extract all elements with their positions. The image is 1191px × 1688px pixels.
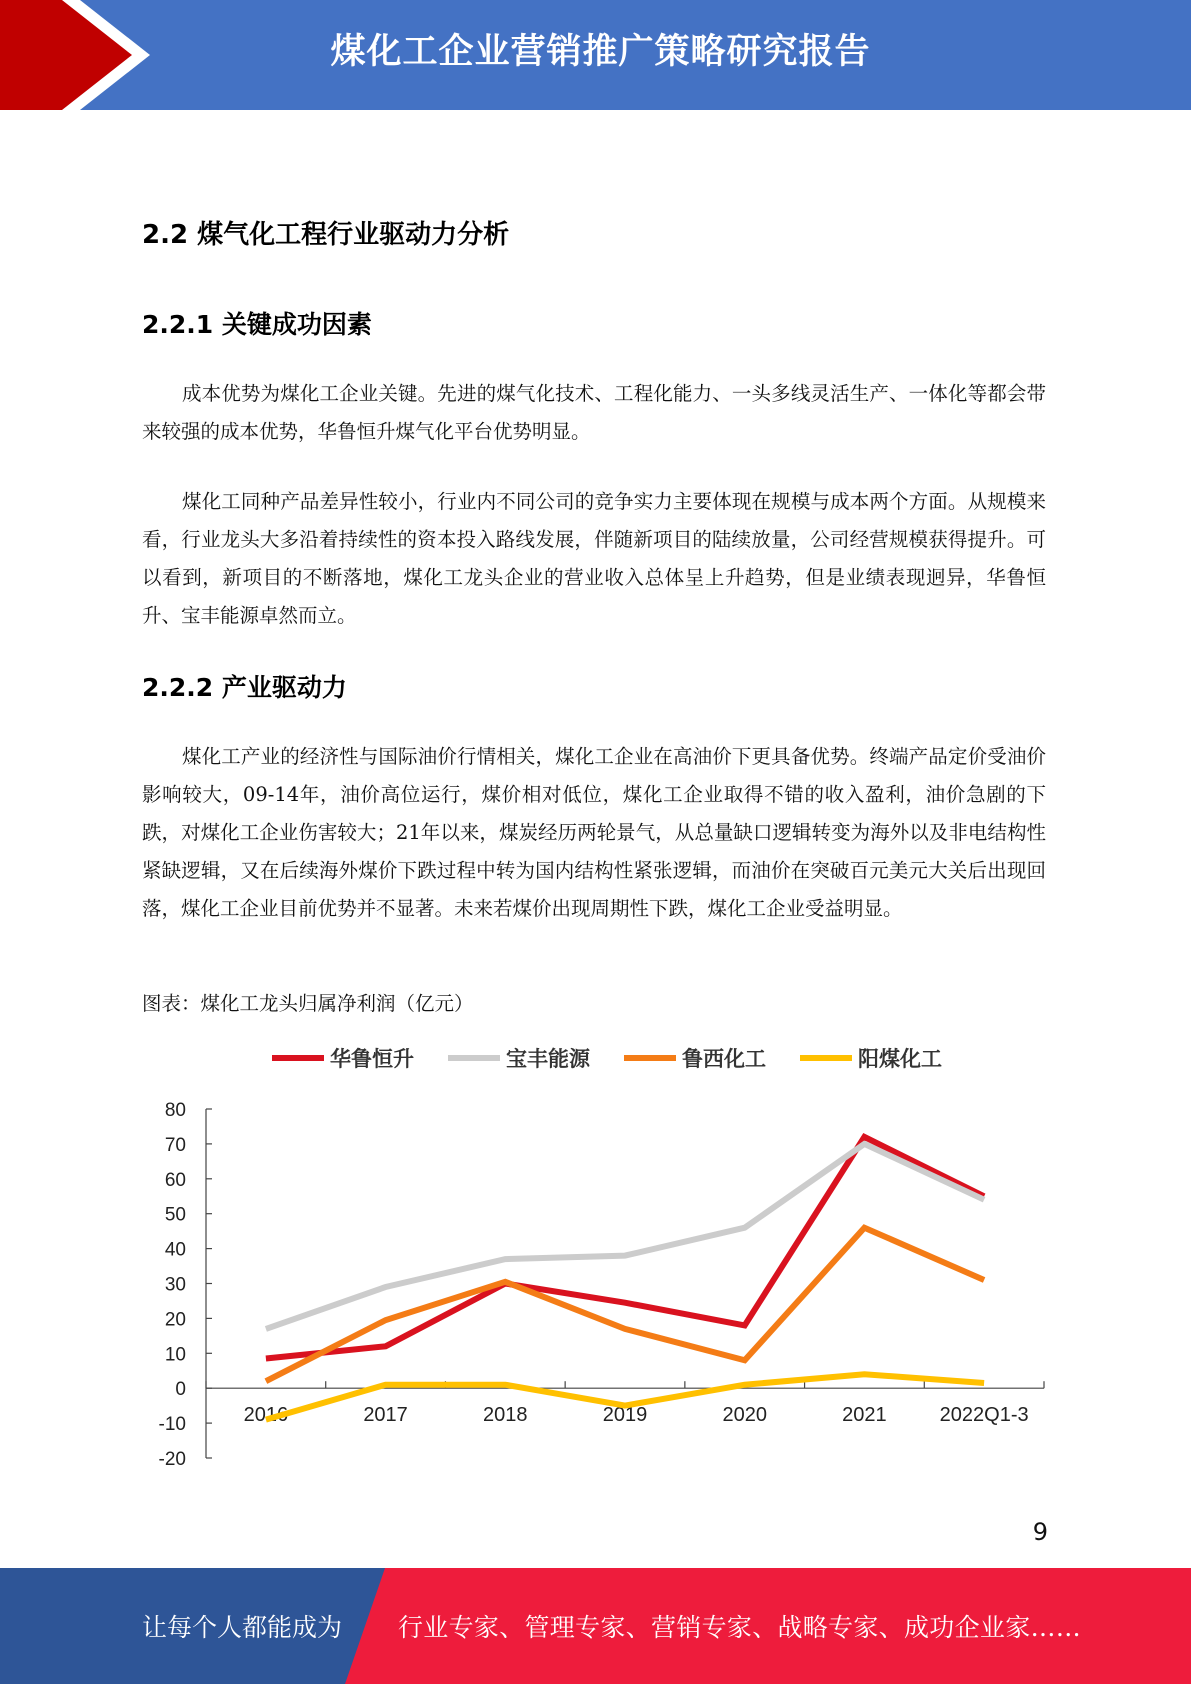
y-tick-label: 40 — [164, 1239, 186, 1261]
y-tick-label: 0 — [175, 1379, 186, 1401]
x-tick-label: 2017 — [363, 1404, 408, 1427]
x-tick-label: 2021 — [842, 1404, 887, 1427]
section-heading: 2.2 煤气化工程行业驱动力分析 — [142, 220, 510, 250]
x-tick-label: 2016 — [243, 1404, 289, 1427]
y-tick-label: -20 — [158, 1449, 186, 1470]
x-tick-label: 2020 — [722, 1404, 767, 1427]
paragraph: 成本优势为煤化工企业关键。先进的煤气化技术、工程化能力、一头多线灵活生产、一体化等都会带来较强的成本优势，华鲁恒升煤气化平台优势明显。 — [142, 382, 1046, 443]
y-tick-label: 20 — [164, 1309, 186, 1331]
page-number: 9 — [1032, 1518, 1048, 1546]
subsection-heading-key-factors: 2.2.1 关键成功因素 — [142, 310, 372, 339]
x-tick-label: 2022Q1-3 — [939, 1404, 1029, 1427]
paragraph: 煤化工同种产品差异性较小，行业内不同公司的竞争实力主要体现在规模与成本两个方面。从规模来看，行业龙头大多沿着持续性的资本投入路线发展，伴随新项目的陆续放量，公司经营规模获得提升。可以看到，新项目的不断落地，煤化工龙头企业的营业收入总体呈上升趋势，但是业绩表现迥异，华鲁恒升、宝丰能源卓然而立。 — [142, 490, 1046, 627]
footer-slogan-right: 行业专家、管理专家、营销专家、战略专家、成功企业家…… — [398, 1613, 1082, 1642]
header-title: 煤化工企业营销推广策略研究报告 — [330, 32, 871, 72]
x-tick-label: 2019 — [602, 1404, 648, 1427]
legend-label: 华鲁恒升 — [330, 1047, 414, 1071]
figure-caption: 图表：煤化工龙头归属净利润（亿元） — [142, 992, 474, 1015]
subsection-heading-drivers: 2.2.2 产业驱动力 — [142, 673, 347, 702]
legend-label: 宝丰能源 — [506, 1047, 590, 1071]
y-tick-label: 50 — [164, 1204, 186, 1226]
x-tick-label: 2018 — [483, 1404, 528, 1427]
y-tick-label: 80 — [164, 1100, 186, 1121]
legend-label: 阳煤化工 — [858, 1047, 942, 1071]
y-tick-label: 70 — [164, 1134, 186, 1156]
y-tick-label: -10 — [158, 1414, 186, 1436]
page-footer — [0, 1568, 1191, 1684]
y-tick-label: 10 — [164, 1344, 186, 1366]
page-header — [0, 0, 1191, 110]
y-tick-label: 60 — [164, 1169, 186, 1191]
paragraph: 煤化工产业的经济性与国际油价行情相关，煤化工企业在高油价下更具备优势。终端产品定价受油价影响较大，09-14年，油价高位运行，煤价相对低位，煤化工企业取得不错的收入盈利，油价急剧的下跌，对煤化工企业伤害较大；21年以来，煤炭经历两轮景气，从总量缺口逻辑转变为海外以及非电结构性紧缺逻辑，又在后续海外煤价下跌过程中转为国内结构性紧张逻辑，而油价在突破百元美元大关后出现回落，煤化工企业目前优势并不显著。未来若煤价出现周期性下跌，煤化工企业受益明显。 — [142, 745, 1046, 920]
y-tick-label: 30 — [164, 1274, 186, 1296]
net-profit-line-chart — [140, 1030, 1060, 1480]
legend-label: 鲁西化工 — [682, 1047, 766, 1071]
footer-slogan-left: 让每个人都能成为 — [142, 1613, 343, 1642]
